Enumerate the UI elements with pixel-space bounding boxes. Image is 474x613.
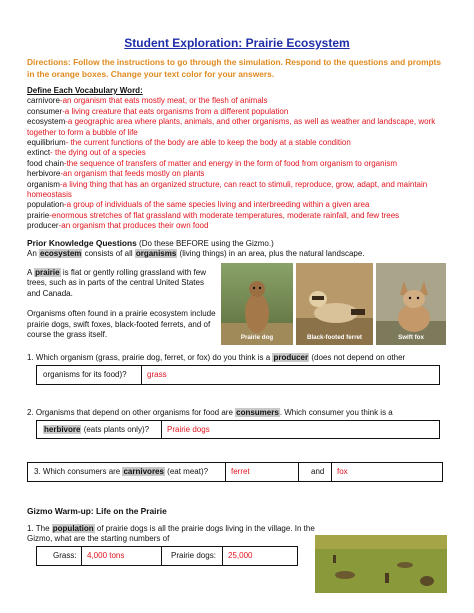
ecosystem-sentence [27,249,447,259]
question-text: (eat meat)? [164,467,209,476]
vocabulary-term: organism [27,179,60,189]
divider [298,463,299,481]
photo-caption: Black-footed ferret [306,333,362,341]
sentence-part: consists of all [82,249,135,259]
vocabulary-definition[interactable]: -an organism that produces their own food [58,221,209,231]
vocabulary-definition[interactable]: -a living thing that has an organized structure, can react to stimuli, reproduce, grow, adapt, and maintain homeostasis [27,179,428,200]
vocabulary-definition[interactable]: -an organism that eats mostly meat, or the flesh of animals [59,96,268,106]
question-text: of prairie dogs is all the prairie dogs living in the village. In the Gizmo, what are the starting numbers of [27,524,315,544]
and-label: and [311,467,325,476]
vocabulary-term: ecosystem [27,117,66,127]
sentence-part: An [27,249,40,259]
gizmo-heading: Gizmo Warm-up: Life on the Prairie [27,506,167,516]
organisms-paragraph: Organisms often found in a prairie ecosystem include prairie dogs, swift foxes, black-footed ferrets, and of course the grass itself. [27,309,216,340]
sentence-part: A [27,268,35,277]
divider [331,463,332,481]
grass-answer[interactable]: 4,000 tons [87,551,125,560]
question-text: (eats plants only)? [81,425,150,434]
question-2-answer-box[interactable] [36,420,440,439]
directions-text: Directions: Follow the instructions to go through the simulation. Respond to the questions and prompts in the orange boxes. Change your text color for your answers. [27,57,442,79]
organisms-term: organisms [135,249,177,259]
question-text: 1. The [27,524,52,533]
ecosystem-term: ecosystem [40,249,82,259]
prairie-paragraph [27,268,217,299]
question-1-answer[interactable]: grass [147,370,167,379]
prairie-term: prairie [35,268,60,277]
question-3-text [34,467,208,477]
question-text: 1. Which organism (grass, prairie dog, ferret, or fox) do you think is a [27,353,273,362]
question-1-answer-box[interactable] [36,365,440,385]
divider [222,547,223,565]
vocabulary-header: Define Each Vocabulary Word: [27,86,143,95]
carnivores-term: carnivores [123,467,164,476]
question-2-label [43,425,149,435]
vocabulary-term: consumer [27,106,63,116]
question-2 [27,408,457,418]
prairie-dog-photo [221,263,293,345]
vocabulary-list [27,96,452,231]
vocabulary-item [27,96,452,106]
prairie-field-image [315,535,447,593]
sentence-part: (living things) in an area, plus the natural landscape. [177,249,365,259]
vocabulary-definition[interactable]: -enormous stretches of flat grassland with moderate temperatures, moderate rainfall, and few trees [49,210,400,220]
photo-caption: Swift fox [398,333,424,341]
vocabulary-term: equilibrium [27,138,66,148]
ferret-photo [296,263,373,345]
swift-fox-photo [376,263,446,345]
vocabulary-item [27,107,452,117]
vocabulary-term: carnivore [27,96,60,106]
vocabulary-term: prairie [27,210,50,220]
question-1 [27,353,452,363]
prior-knowledge-note: (Do these BEFORE using the Gizmo.) [136,239,274,248]
vocabulary-definition[interactable]: - the current functions of the body are able to keep the body at a stable condition [65,138,351,148]
vocabulary-section [27,86,452,232]
page-title: Student Exploration: Prairie Ecosystem [124,36,350,50]
gizmo-question-1 [27,524,317,545]
divider [81,547,82,565]
question-3-answer-box [27,462,443,482]
vocabulary-item [27,200,452,210]
vocabulary-item [27,148,452,158]
divider [161,547,162,565]
question-3-answer-1[interactable]: ferret [231,467,250,476]
sentence-part: is flat or gently rolling grassland with few trees, such as in parts of the central United States and Canada. [27,268,206,298]
vocabulary-item [27,221,452,231]
gizmo-answer-box [36,546,298,566]
vocabulary-item [27,180,452,201]
vocabulary-item [27,138,452,148]
question-text: (does not depend on other [309,353,406,362]
prairie-dogs-answer[interactable]: 25,000 [228,551,253,560]
photo-caption: Prairie dog [240,333,274,341]
vocabulary-item [27,169,452,179]
question-2-answer[interactable]: Prairie dogs [167,425,210,434]
vocabulary-definition[interactable]: -a living creature that eats organisms from a different population [62,106,289,116]
vocabulary-item [27,117,452,138]
vocabulary-term: population [27,200,64,210]
consumers-term: consumers [236,408,279,417]
divider [141,366,142,384]
vocabulary-definition[interactable]: -a geographic area where plants, animals, and other organisms, as well as weather and landscape, work together to form a bubble of life [27,117,436,137]
divider [225,463,226,481]
vocabulary-definition[interactable]: -the sequence of transfers of matter and energy in the form of food from organism to organism [63,158,397,168]
prior-knowledge-section [27,238,447,260]
vocabulary-definition[interactable]: - the dying out of a species [50,148,146,158]
population-term: population [52,524,94,533]
vocabulary-term: producer [27,221,59,231]
animal-photos [221,263,446,345]
herbivore-term: herbivore [44,425,81,434]
question-1-label: organisms for its food)? [43,370,127,379]
prior-knowledge-heading: Prior Knowledge Questions [27,238,137,248]
prairie-dogs-label: Prairie dogs: [171,551,216,560]
producer-term: producer [273,353,309,362]
vocabulary-item [27,159,452,169]
prairie-description [27,268,217,340]
vocabulary-item [27,211,452,221]
question-3-answer-2[interactable]: fox [337,467,348,476]
vocabulary-term: extinct [27,148,51,158]
vocabulary-term: herbivore [27,169,61,179]
grass-label: Grass: [53,551,77,560]
question-text: 3. Which consumers are [34,467,123,476]
divider [161,421,162,438]
question-text: 2. Organisms that depend on other organisms for food are [27,408,236,417]
vocabulary-definition[interactable]: -a group of individuals of the same species living and interbreeding within a given area [63,200,370,210]
vocabulary-term: food chain [27,158,64,168]
vocabulary-definition[interactable]: -an organism that feeds mostly on plants [60,169,205,179]
question-text: . Which consumer you think is a [279,408,393,417]
